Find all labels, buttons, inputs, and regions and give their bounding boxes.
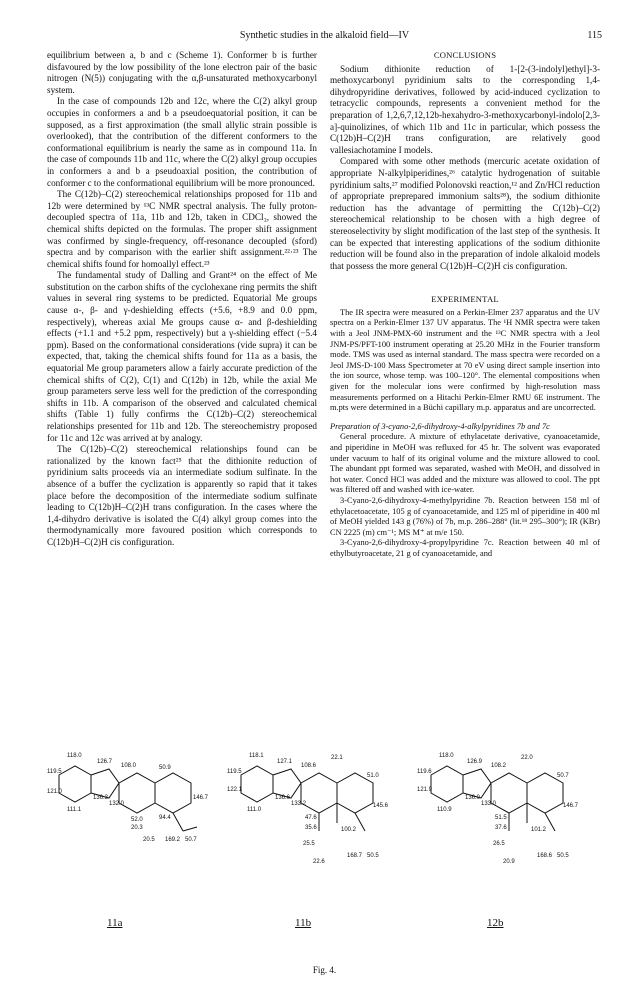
shift-label: 26.5 [493, 841, 505, 847]
shift-label: 146.7 [563, 803, 579, 809]
shift-label: 25.5 [303, 841, 315, 847]
shift-label: 50.5 [367, 853, 379, 859]
shift-label: 118.0 [439, 753, 454, 759]
shift-label: 50.5 [557, 853, 569, 859]
shift-label: 110.9 [437, 807, 452, 813]
shift-label: 108.0 [121, 763, 137, 769]
paragraph-conformer: equilibrium between a, b and c (Scheme 1). Conformer b is further disfavoured by the low possibility of the lone electron pair of the basic nitrogen (N(5)) conjugating with the α,β-unsaturated methoxycarbonyl system. [47, 50, 317, 95]
running-title: Synthetic studies in the alkaloid field—IV [239, 30, 410, 41]
running-head [47, 30, 602, 41]
shift-label: 119.5 [227, 769, 242, 775]
shift-label: 126.9 [467, 759, 483, 765]
shift-label: 22.6 [313, 859, 325, 865]
paragraph-nmr: The C(12b)–C(2) stereochemical relationships proposed for 11b and 12b were determined by ¹³C NMR spectral analysis. The fully proton-decoupled spectra of 11a, 11b and 12b, taken in CDCl₃, showed the chemical shifts depicted on the formulas. The proper shift assignment was confirmed by single-frequency, off-resonance decoupled (sford) spectra and by comparison with the earlier shift assignment.²²·²³ The chemical shifts found for homoallyl effect.²³ [47, 189, 317, 269]
shift-label: 108.6 [301, 763, 317, 769]
shift-label: 101.2 [531, 827, 547, 833]
experimental-paragraph: The IR spectra were measured on a Perkin-Elmer 237 apparatus and the UV spectra on a Perkin-Elmer 137 UV apparatus. The ¹H NMR spectra were taken with a Jeol JNM-PMX-60 instrument and the ¹³C NMR spectra with a Jeol JNM-PS/PFT-100 instrument operating at 25.20 MHz in the Fourier transform mode. TMS was used as internal standard. The mass spectra were recorded on a Jeol JMS-D-100 Mass Spectrometer at 70 eV using direct sample insertion into the ion source, whose temp. was 100–120°. The elemental compositions when given for the molecular ions were confirmed by high-resolution mass measurements performed on a Hitachi Perkin-Elmer RMU 6E instrument. The m.pts were determined in a Büchi capillary m.p. apparatus and are uncorrected. [330, 307, 600, 413]
shift-label: 168.6 [537, 853, 553, 859]
methyl-procedure: 3-Cyano-2,6-dihydroxy-4-methylpyridine 7b. Reaction between 158 ml of ethylacetoacetate, 105 g of cyanoacetamide, and 125 ml of piperidine in 400 ml of MeOH yielded 143 g (76%) of 7b, m.p. 286–288° (lit.¹⁸ 295–300°); IR (KBr) CN 2225 (m) cm⁻¹; MS M⁺ at m/e 150. [330, 495, 600, 537]
shift-label: 133.2 [291, 801, 307, 807]
shift-label: 94.4 [159, 815, 171, 821]
shift-label: 132.0 [109, 801, 125, 807]
figure-caption: Fig. 4. [312, 965, 337, 975]
shift-label: 100.2 [341, 827, 357, 833]
paragraph-dithionite: The C(12b)–C(2) stereochemical relationships found can be rationalized by the known fact²⁵ that the dithionite reduction of pyridinium salts proceeds via an intermediate sodium sulfinate. In the absence of a buffer the cyclization is apparently so rapid that it takes place before the decomposition of the intermediate sodium sulfinate leading to C(12b)H–C(2)H trans configuration. In the cases where the 1,4-dihydro derivative is isolated the C(4) alkyl group comes into the thermodynamically more favoured position which corresponds to C(12b)H–C(2)H cis configuration. [47, 444, 317, 547]
preparation-heading: Preparation of 3-cyano-2,6-dihydroxy-4-alkylpyridines 7b and 7c [330, 421, 550, 431]
shift-label: 168.7 [347, 853, 363, 859]
shift-label: 111.0 [247, 807, 262, 813]
left-column [47, 50, 317, 549]
shift-label: 22.1 [331, 755, 343, 761]
shift-label: 127.1 [277, 759, 293, 765]
shift-label: 126.7 [97, 759, 113, 765]
shift-label: 121.9 [417, 787, 433, 793]
shift-label: 51.5 [495, 815, 507, 821]
shift-label: 20.5 [143, 837, 155, 843]
shift-label: 146.7 [193, 795, 209, 801]
shift-label: 50.9 [159, 765, 171, 771]
shift-label: 118.1 [249, 753, 264, 759]
shift-label: 121.0 [47, 789, 63, 795]
shift-label: 145.6 [373, 803, 389, 809]
experimental-heading: EXPERIMENTAL [431, 294, 499, 305]
page-number: 115 [587, 30, 602, 41]
conclusions-paragraph-1: Sodium dithionite reduction of 1-[2-(3-indolyl)ethyl]-3-methoxycarbonyl pyridinium salts to the corresponding 1,4-dihydropyridine derivatives, followed by acid-induced cyclization to tetracyclic compounds, represents a convenient method for the preparation of 1,2,6,7,12,12b-hexahydro-3-methoxycarbonyl-indolo[2,3-a]-quinolizines, of which 11b and 11c in particular, which possess the C(12b)H–C(2)H trans configuration, are relatively good vallesiachotamine I models. [330, 63, 600, 155]
shift-label: 136.6 [275, 795, 291, 801]
shift-label: 22.0 [521, 755, 533, 761]
shift-label: 47.6 [305, 815, 317, 821]
propyl-procedure: 3-Cyano-2,6-dihydroxy-4-propylpyridine 7c. Reaction between 40 ml of ethylbutyroacetate, 21 g of cyanoacetamide, and [330, 538, 600, 558]
shift-label: 136.0 [465, 795, 481, 801]
compound-label-12b: 12b [487, 917, 504, 929]
shift-label: 136.3 [93, 795, 109, 801]
right-column [330, 50, 600, 560]
conclusions-heading: CONCLUSIONS [433, 50, 497, 60]
conclusions-paragraph-2: Compared with some other methods (mercuric acetate oxidation of appropriate N-alkylpiperidines,²⁶ catalytic hydrogenation of suitable pyridinium salts,²⁷ modified Polonovski reaction,¹² and Zn/HCl reduction of appropriate preprepared immonium salts²⁸), the sodium dithionite reduction has the advantage of permitting the C(12b)–C(2) stereochemical relationship to be chosen with a high degree of stereoselectivity by slight modification of the last step of the synthesis. It can be expected that interesting applications of the sodium dithionite reduction will be found also in the preparation of indole alkaloid models that possess the more general C(12b)H–C(2)H cis configuration. [330, 156, 600, 271]
shift-label: 133.0 [481, 801, 497, 807]
compound-label-11a: 11a [107, 917, 123, 929]
shift-label: 37.6 [495, 825, 507, 831]
shift-label: 50.7 [185, 837, 197, 843]
shift-label: 111.1 [67, 807, 82, 813]
shift-label: 119.6 [417, 769, 432, 775]
figure-4 [47, 735, 602, 985]
shift-label: 108.2 [491, 763, 507, 769]
structure-11b [241, 766, 373, 831]
structure-11a [59, 766, 197, 831]
shift-label: 169.2 [165, 837, 181, 843]
general-procedure: General procedure. A mixture of ethylacetate derivative, cyanoacetamide, and piperidine in MeOH was refluxed for 45 hr. The solvent was evaporated under vacuum to half of its original volume and the mixture allowed to cool. The abundant ppt formed was separated, washed with MeOH, and dissolved in hot water. Concd HCl was added and the mixture was allowed to cool. The ppt was filtered off and washed with ice-water. [330, 432, 600, 495]
shift-label: 35.6 [305, 825, 317, 831]
shift-label: 52.0 [131, 817, 143, 823]
paragraph-dalling-grant: The fundamental study of Dalling and Grant²⁴ on the effect of Me substitution on the carbon shifts of the cyclohexane ring permits the shift values in several ring systems to be predicted. Equatorial Me groups cause α-, β- and γ-deshielding effects (+5.6, +8.9 and 0.0 ppm, respectively), whereas axial Me groups cause α- and β-deshielding effects (+1.1 and +5.2 ppm, respectively) but a γ-shielding effect (−5.4 ppm). Based on the conformational considerations (vide supra) it can be expected, that, taking the chemical shifts found for 11a as a basis, the equatorial Me group parameters allow a fairly accurate prediction of the chemical shifts of C(2), C(1) and C(12b) in 12b, while the axial Me group parameters serve less well for the prediction of the corresponding shifts in 11b. A comparison of the observed and calculated chemical shifts (Table 1) fully confirms the C(12b)–C(2) stereochemical relationships presented for 11b and 12b. The stereochemistry proposed for 11c and 12c was arrived at by analogy. [47, 270, 317, 443]
shift-label: 122.1 [227, 787, 243, 793]
shift-label: 51.0 [367, 773, 379, 779]
shift-label: 50.7 [557, 773, 569, 779]
shift-label: 20.3 [131, 825, 143, 831]
structure-drawings [47, 735, 602, 965]
structure-12b [431, 766, 563, 831]
compound-label-11b: 11b [295, 917, 312, 929]
paragraph-12b-12c: In the case of compounds 12b and 12c, where the C(2) alkyl group occupies in conformers a and b a pseudoequatorial position, it can be supposed, as a first approximation (the small allylic strain possible is overlooked), that the contribution of the different conformers to the conformational equilibrium is nearly the same as in compound 11a. In the case of compounds 11b and 11c, where the C(2) alkyl group occupies in conformers a and b a pseudoaxial position, the contribution of conformer c to the conformational equilibrium will be more pronounced. [47, 96, 317, 188]
shift-label: 119.5 [47, 769, 62, 775]
shift-label: 20.9 [503, 859, 515, 865]
shift-label: 118.0 [67, 753, 82, 759]
